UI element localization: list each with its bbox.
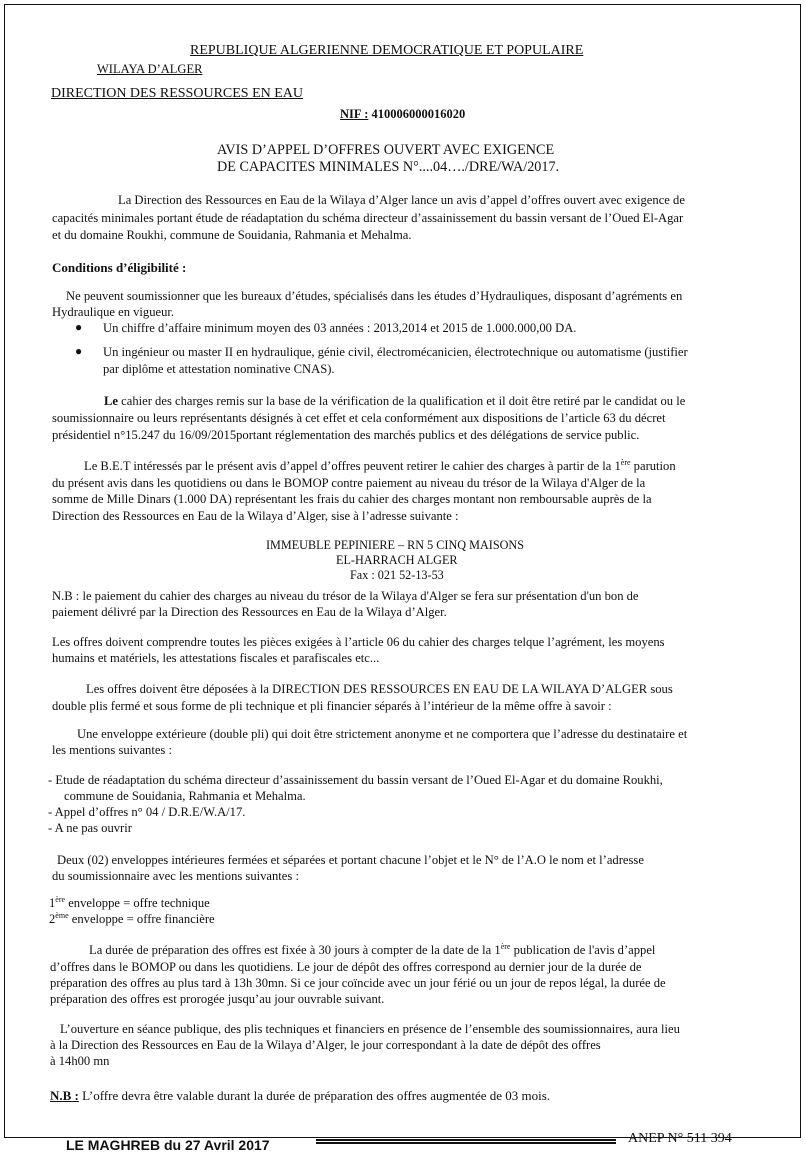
- bet-line-4: Direction des Ressources en Eau de la Wilaya d’Alger, sise à l’adresse suivante :: [52, 509, 459, 523]
- ouverture-line-1: L’ouverture en séance publique, des plis techniques et financiers en présence de l’ensemble des soumissionnaires, aura lieu: [60, 1022, 680, 1036]
- title-line-1: AVIS D’APPEL D’OFFRES OUVERT AVEC EXIGENCE: [217, 142, 555, 158]
- bet-line-1-text: Le B.E.T intéressés par le présent avis d’appel d’offres peuvent retirer le cahier des charges à partir de la 1: [84, 459, 621, 473]
- ouverture-line-2: à la Direction des Ressources en Eau de la Wilaya d’Alger, le jour correspondant à la date de dépôt des offres: [50, 1038, 601, 1052]
- nb1-line-2: paiement délivré par la Direction des Ressources en Eau de la Wilaya d’Alger.: [52, 605, 447, 619]
- bet-line-1-end: parution: [630, 459, 676, 473]
- nif-line: [340, 107, 465, 122]
- direction-heading: DIRECTION DES RESSOURCES EN EAU: [51, 86, 304, 101]
- nb1-line-1: N.B : le paiement du cahier des charges au niveau du trésor de la Wilaya d'Alger se fera sur présentation d'un bon de: [52, 589, 639, 603]
- mention-line-1: - Etude de réadaptation du schéma directeur d’assainissement du bassin versant de l’Oued El-Agar et du domaine Roukhi,: [48, 773, 663, 787]
- cahier-line-1-text: cahier des charges remis sur la base de la vérification de la qualification et il doit être retiré par le candidat ou le: [118, 394, 686, 408]
- condition-bullet-2-line-1: Un ingénieur ou master II en hydraulique, génie civil, électromécanicien, électrotechnique ou automatisme (justifier: [103, 345, 688, 359]
- cahier-line-3: présidentiel n°15.247 du 16/09/2015portant réglementation des marchés publics et des délégations de service public.: [52, 428, 640, 442]
- intro-line-1: La Direction des Ressources en Eau de la Wilaya d’Alger lance un avis d’appel d’offres ouvert avec exigence de: [118, 193, 685, 207]
- enveloppe-1: 1ère enveloppe = offre technique: [49, 895, 210, 910]
- nif-value: 410006000016020: [371, 107, 466, 121]
- bet-line-1: [84, 459, 676, 474]
- mention-line-2: commune de Souidania, Rahmania et Mehalma.: [64, 789, 306, 803]
- offres1-line-1: Les offres doivent comprendre toutes les pièces exigées à l’article 06 du cahier des charges telque l’agrément, les moyens: [52, 635, 665, 649]
- deux-line-1: Deux (02) enveloppes intérieures fermées et séparées et portant chacune l’objet et le N° de l’A.O le nom et l’adresse: [57, 853, 644, 867]
- bet-line-2: du présent avis dans les quotidiens ou dans le BOMOP contre paiement au niveau du trésor de la Wilaya d'Alger de la: [52, 476, 646, 490]
- bet-line-3: somme de Mille Dinars (1.000 DA) représentant les frais du cahier des charges montant non remboursable auprès de la: [52, 492, 652, 506]
- conditions-heading: Conditions d’éligibilité :: [52, 260, 187, 275]
- mention-line-3: - Appel d’offres n° 04 / D.R.E/W.A/17.: [48, 805, 246, 819]
- offres2-line-2: double plis fermé et sous forme de pli technique et pli financier séparés à l’intérieur de la même offre à savoir :: [52, 699, 612, 713]
- deux-line-2: du soumissionnaire avec les mentions suivantes :: [52, 869, 299, 883]
- address-line-2: EL-HARRACH ALGER: [336, 553, 458, 567]
- bullet-icon: ●: [75, 320, 83, 334]
- address-line-3: Fax : 021 52-13-53: [350, 568, 444, 582]
- nb2-label: N.B :: [50, 1088, 79, 1103]
- intro-line-3: et du domaine Roukhi, commune de Souidania, Rahmania et Mehalma.: [52, 228, 412, 242]
- cahier-lead: Le: [104, 394, 118, 408]
- enveloppe-line-2: les mentions suivantes :: [52, 743, 172, 757]
- offres1-line-2: humains et matériels, les attestations fiscales et parafiscales etc...: [52, 651, 380, 665]
- duree-line-3: préparation des offres au plus tard à 13h 30mn. Si ce jour coïncide avec un jour férié ou un jour de repos légal, la durée de: [50, 976, 666, 990]
- mention-line-4: - A ne pas ouvrir: [48, 821, 132, 835]
- intro-line-2: capacités minimales portant étude de réadaptation du schéma directeur d’assainissement du bassin versant de l’Oued El-Agar: [52, 211, 684, 225]
- wilaya-heading: WILAYA D’ALGER: [97, 62, 203, 76]
- duree-line-4: préparation des offres est prorogée jusqu’au jour ouvrable suivant.: [50, 992, 385, 1006]
- enveloppe-line-1: Une enveloppe extérieure (double pli) qui doit être strictement anonyme et ne comportera que l’adresse du destinataire et: [77, 727, 688, 741]
- condition-bullet-2-line-2: par diplôme et attestation nominative CNAS).: [103, 362, 335, 376]
- newspaper-label: LE MAGHREB du 27 Avril 2017: [66, 1137, 270, 1153]
- address-line-1: IMMEUBLE PEPINIERE – RN 5 CINQ MAISONS: [266, 538, 524, 552]
- title-line-2: DE CAPACITES MINIMALES N°....04…./DRE/WA/2017.: [217, 159, 560, 175]
- cahier-line-2: soumissionnaire ou leurs représentants désignés à cet effet et cela conformément aux dispositions de l’article 63 du décret: [52, 411, 666, 425]
- nb2-line: [50, 1088, 550, 1103]
- duree-line-1: La durée de préparation des offres est fixée à 30 jours à compter de la date de la 1ère publication de l'avis d’appel: [89, 942, 656, 957]
- cahier-line-1: [104, 394, 685, 409]
- nb2-text: L’offre devra être valable durant la durée de préparation des offres augmentée de 03 mois.: [78, 1088, 551, 1103]
- nif-label: NIF :: [340, 107, 369, 121]
- republic-heading: REPUBLIQUE ALGERIENNE DEMOCRATIQUE ET POPULAIRE: [190, 43, 584, 58]
- enveloppe-2: 2ème enveloppe = offre financière: [49, 911, 215, 926]
- offres2-line-1: Les offres doivent être déposées à la DIRECTION DES RESSOURCES EN EAU DE LA WILAYA D’ALGER sous: [86, 682, 673, 696]
- duree-line-2: d’offres dans le BOMOP ou dans les quotidiens. Le jour de dépôt des offres correspond au dernier jour de la durée de: [50, 960, 642, 974]
- condition-bullet-1: Un chiffre d’affaire minimum moyen des 03 années : 2013,2014 et 2015 de 1.000.000,00 DA.: [103, 321, 577, 335]
- ouverture-line-3: à 14h00 mn: [50, 1054, 110, 1068]
- footer-rule: [316, 1139, 616, 1144]
- bet-sup: ère: [620, 458, 631, 467]
- conditions-line-2: Hydraulique en vigueur.: [52, 305, 175, 319]
- conditions-line-1: Ne peuvent soumissionner que les bureaux d’études, spécialisés dans les études d’Hydrauliques, disposant d’agréments en: [66, 289, 683, 303]
- anep-number: ANEP N° 511 394: [628, 1131, 732, 1146]
- bullet-icon: ●: [75, 344, 83, 358]
